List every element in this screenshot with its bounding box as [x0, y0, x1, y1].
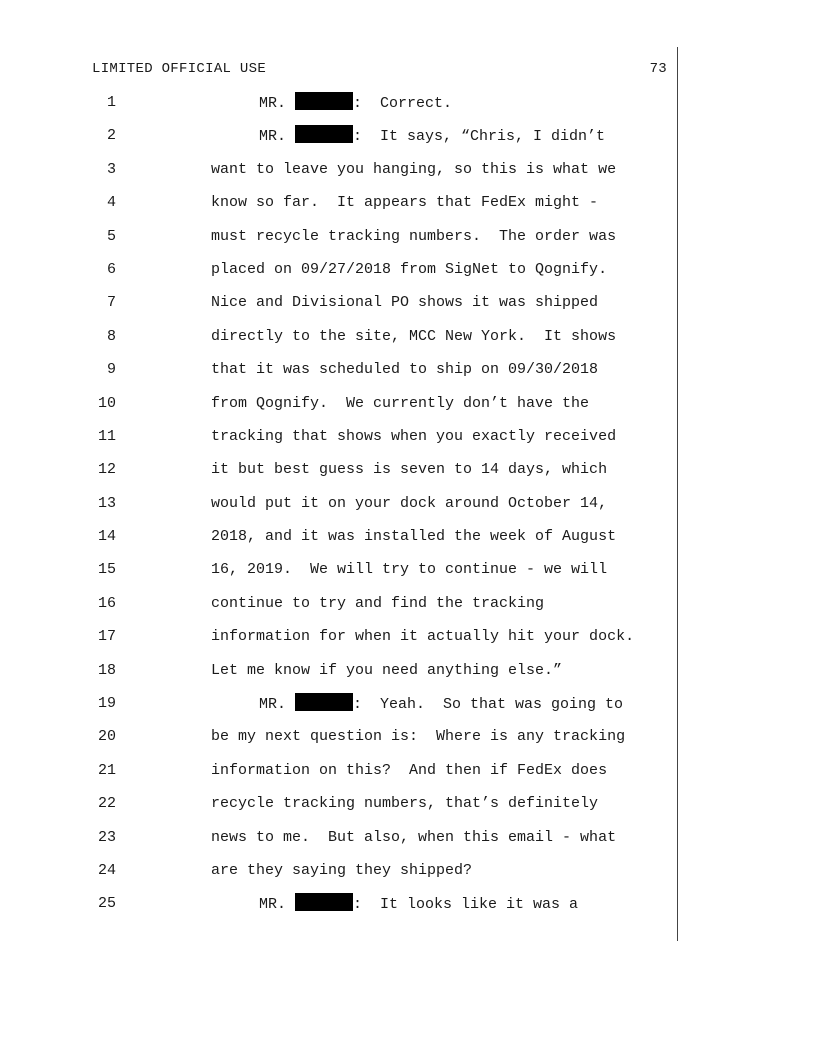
speaker-line-text: [259, 125, 605, 148]
line-text: news to me. But also, when this email - what: [211, 828, 617, 846]
transcript-line: [0, 893, 816, 926]
line-text: be my next question is: Where is any tracking: [211, 728, 626, 746]
line-text: directly to the site, MCC New York. It shows: [211, 327, 617, 345]
transcript-line: [0, 726, 816, 759]
transcript-line: [0, 526, 816, 559]
line-number: 20: [97, 728, 116, 746]
transcript-line: [0, 359, 816, 392]
line-text: want to leave you hanging, so this is what we: [211, 160, 617, 178]
line-number: 16: [97, 594, 116, 612]
line-number: 14: [97, 528, 116, 546]
transcript-line: [0, 292, 816, 325]
line-number: 10: [97, 394, 116, 412]
line-text: would put it on your dock around October 14,: [211, 494, 608, 512]
line-text: information on this? And then if FedEx does: [211, 761, 608, 779]
line-number: 7: [106, 294, 116, 312]
line-number: 5: [106, 227, 116, 245]
transcript-line: [0, 793, 816, 826]
speaker-title: MR.: [259, 95, 287, 112]
line-number: 1: [106, 94, 116, 111]
speaker-statement: : It looks like it was a: [353, 896, 579, 914]
line-number: 13: [97, 494, 116, 512]
transcript-line: [0, 192, 816, 225]
line-text: know so far. It appears that FedEx might -: [211, 194, 599, 212]
line-text: that it was scheduled to ship on 09/30/2018: [211, 361, 599, 379]
line-text: continue to try and find the tracking: [211, 594, 545, 612]
speaker-line-text: [259, 893, 578, 916]
line-number: 6: [106, 260, 116, 278]
line-number: 15: [97, 561, 116, 579]
line-text: information for when it actually hit your dock.: [211, 628, 635, 646]
transcript-line: [0, 860, 816, 893]
transcript-line: [0, 259, 816, 292]
speaker-statement: : Correct.: [353, 95, 453, 112]
transcript-line: [0, 92, 816, 125]
transcript-line: [0, 459, 816, 492]
line-number: 17: [97, 628, 116, 646]
line-text: recycle tracking numbers, that’s definitely: [211, 795, 599, 813]
classification-marking: LIMITED OFFICIAL USE: [92, 61, 267, 77]
line-number: 12: [97, 461, 116, 479]
line-number: 22: [97, 795, 116, 813]
speaker-title: MR.: [259, 896, 287, 914]
speaker-statement: : It says, “Chris, I didn’t: [353, 128, 606, 146]
transcript-line: [0, 827, 816, 860]
transcript-line: [0, 693, 816, 726]
transcript-line: [0, 226, 816, 259]
transcript-line: [0, 593, 816, 626]
speaker-line-text: [259, 693, 623, 716]
redaction-box: [295, 893, 353, 911]
transcript-line: [0, 760, 816, 793]
line-number: 8: [106, 327, 116, 345]
transcript-line: [0, 326, 816, 359]
speaker-title: MR.: [259, 696, 287, 714]
line-text: must recycle tracking numbers. The order was: [211, 227, 617, 245]
transcript-line: [0, 125, 816, 158]
line-number: 19: [97, 695, 116, 713]
line-number: 4: [106, 194, 116, 212]
line-number: 25: [97, 895, 116, 913]
line-number: 11: [97, 427, 116, 445]
transcript-line: [0, 493, 816, 526]
line-text: placed on 09/27/2018 from SigNet to Qognify.: [211, 260, 608, 278]
line-text: tracking that shows when you exactly received: [211, 427, 617, 445]
transcript-line: [0, 626, 816, 659]
line-number: 21: [97, 761, 116, 779]
transcript-line: [0, 559, 816, 592]
line-number: 23: [97, 828, 116, 846]
redaction-box: [295, 92, 353, 110]
speaker-title: MR.: [259, 128, 287, 146]
transcript-body: [0, 92, 816, 927]
redaction-box: [295, 693, 353, 711]
line-number: 18: [97, 661, 116, 679]
page-header: [92, 61, 667, 81]
transcript-line: [0, 660, 816, 693]
line-text: Let me know if you need anything else.”: [211, 661, 563, 679]
line-number: 2: [106, 127, 116, 145]
line-text: Nice and Divisional PO shows it was shipped: [211, 294, 599, 312]
line-number: 9: [106, 361, 116, 379]
speaker-line-text: [259, 92, 452, 115]
line-text: are they saying they shipped?: [211, 861, 473, 879]
redaction-box: [295, 125, 353, 143]
line-text: 16, 2019. We will try to continue - we will: [211, 561, 608, 579]
line-text: 2018, and it was installed the week of August: [211, 528, 617, 546]
transcript-line: [0, 393, 816, 426]
speaker-statement: : Yeah. So that was going to: [353, 696, 624, 714]
page-number: 73: [649, 61, 667, 77]
line-number: 3: [106, 160, 116, 178]
line-text: from Qognify. We currently don’t have the: [211, 394, 590, 412]
line-number: 24: [97, 861, 116, 879]
transcript-line: [0, 159, 816, 192]
transcript-line: [0, 426, 816, 459]
line-text: it but best guess is seven to 14 days, which: [211, 461, 608, 479]
